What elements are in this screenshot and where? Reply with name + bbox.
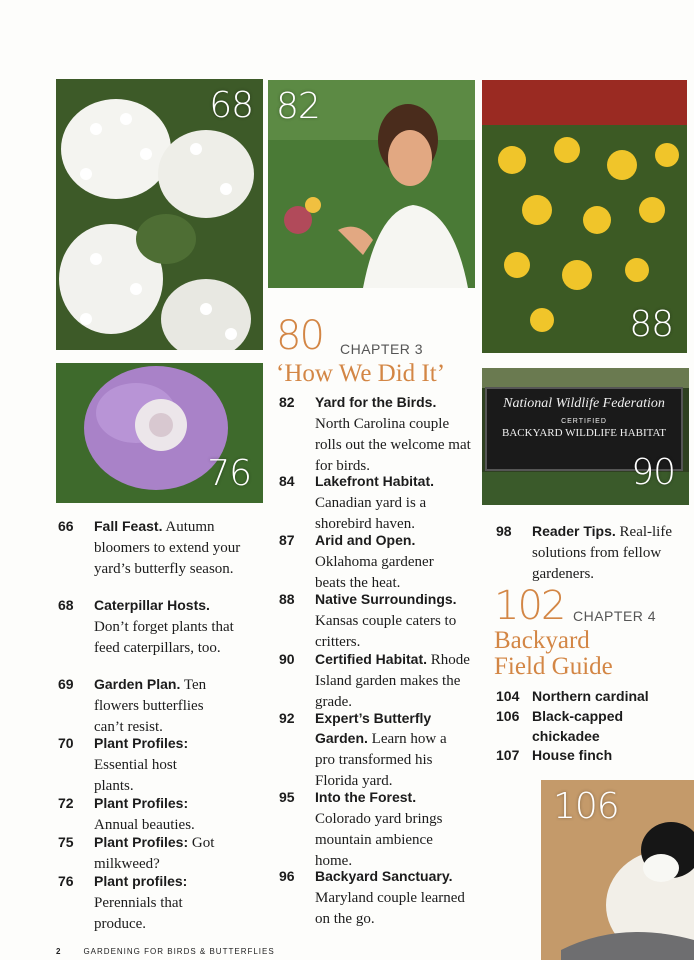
chapter-3-label: CHAPTER 3 (340, 341, 424, 357)
photo-purple-flower (56, 363, 263, 503)
entry-title: Reader Tips. (532, 523, 616, 539)
entry-title: Lakefront Habitat. (315, 473, 435, 489)
chapter-4-number: 102 (494, 583, 565, 629)
chapter-3-number: 80 (276, 313, 323, 359)
page-ref: 75 (58, 834, 74, 850)
chapter-3-title: ‘How We Did It’ (276, 360, 446, 387)
entry-title: Plant Profiles: (94, 834, 189, 850)
page-ref: 88 (279, 591, 295, 607)
entry-title: Fall Feast. (94, 518, 163, 534)
page-ref: 98 (496, 523, 512, 539)
publication-title: GARDENING FOR BIRDS & BUTTERFLIES (83, 947, 275, 956)
sign-line-1: National Wildlife Federation (503, 396, 665, 411)
photo-chickadee (541, 780, 694, 960)
photo-yellow-lilies (482, 80, 687, 353)
entry-title: Arid and Open. (315, 532, 416, 548)
entry-desc: Colorado yard brings mountain ambience home. (315, 811, 443, 869)
entry-desc: Kansas couple caters to critters. (315, 613, 457, 650)
page-ref: 66 (58, 518, 74, 534)
page-ref: 87 (279, 532, 295, 548)
page-ref: 69 (58, 676, 74, 692)
page-ref: 106 (496, 708, 520, 724)
photo-woman-gardener (268, 80, 475, 288)
page-ref: 82 (279, 394, 295, 410)
entry-title: Garden Plan. (94, 676, 181, 692)
entry-title: House finch (532, 747, 613, 763)
page-number-82: 82 (276, 86, 320, 127)
folio-number: 2 (56, 947, 62, 956)
entry-desc: North Carolina couple rolls out the welcome mat for birds. (315, 416, 471, 474)
entry-title: Yard for the Birds. (315, 394, 437, 410)
chapter-4-title-line-2: Field Guide (494, 653, 613, 680)
habitat-sign (486, 396, 682, 439)
chapter-4-title-line-1: Backyard (494, 627, 590, 654)
sign-line-2: CERTIFIED (561, 418, 607, 425)
photo-habitat-sign (482, 368, 689, 505)
page-ref: 107 (496, 747, 520, 763)
page-number-76: 76 (207, 453, 251, 494)
page-ref: 76 (58, 873, 74, 889)
page-number-68: 68 (209, 85, 253, 126)
photo-white-flowers (56, 79, 263, 350)
entry-desc: Don’t forget plants that feed caterpillars, too. (94, 619, 234, 656)
entry-title: Plant Profiles: (94, 735, 189, 751)
page-number-106: 106 (553, 786, 619, 827)
page-ref: 84 (279, 473, 295, 489)
page-ref: 70 (58, 735, 74, 751)
entry-title: Plant Profiles: (94, 795, 189, 811)
entry-desc: Annual beauties. (94, 817, 195, 833)
entry-desc: Ten flowers butterflies can’t resist. (94, 677, 207, 735)
page-ref: 68 (58, 597, 74, 613)
page-ref: 95 (279, 789, 295, 805)
entry-desc: Oklahoma gardener beats the heat. (315, 554, 434, 591)
entry-desc: Autumn bloomers to extend your yard’s butterfly season. (94, 519, 241, 577)
chapter-4-label: CHAPTER 4 (573, 608, 657, 624)
entry-desc: Real-life solutions from fellow gardeners. (532, 524, 673, 582)
page-ref: 96 (279, 868, 295, 884)
entry-title: Into the Forest. (315, 789, 417, 805)
entry-desc: Maryland couple learned on the go. (315, 890, 465, 927)
entry-title: Northern cardinal (532, 688, 649, 704)
entry-title: Caterpillar Hosts. (94, 597, 210, 613)
entry-desc: Learn how a pro transformed his Florida yard. (315, 731, 447, 789)
page-number-88: 88 (629, 304, 673, 345)
page-ref: 92 (279, 710, 295, 726)
entry-title: Native Surroundings. (315, 591, 457, 607)
entry-title: Black-capped chickadee (532, 708, 624, 744)
page-ref: 72 (58, 795, 74, 811)
entry-desc: Perennials that produce. (94, 895, 183, 932)
page-footer (56, 947, 275, 956)
entry-desc: Essential host plants. (94, 757, 177, 794)
entry-title: Expert’s Butterfly Garden. (315, 710, 432, 746)
entry-desc: Got milkweed? (94, 835, 215, 872)
entry-title: Certified Habitat. (315, 651, 428, 667)
page-ref: 104 (496, 688, 520, 704)
entry-title: Backyard Sanctuary. (315, 868, 453, 884)
sign-line-3: BACKYARD WILDLIFE HABITAT (502, 427, 666, 439)
entry-title: Plant profiles: (94, 873, 188, 889)
page-ref: 90 (279, 651, 295, 667)
entry-desc: Rhode Island garden makes the grade. (315, 652, 470, 710)
page-number-90: 90 (631, 452, 675, 493)
entry-desc: Canadian yard is a shorebird haven. (315, 495, 427, 532)
